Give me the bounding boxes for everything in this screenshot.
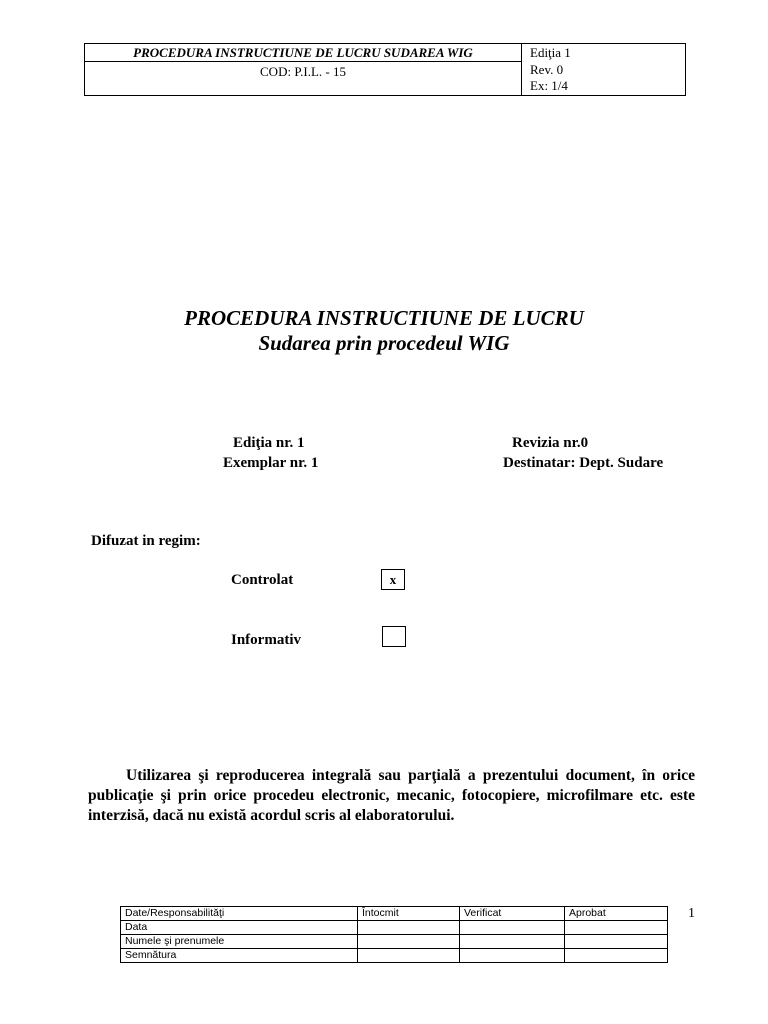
informative-checkbox[interactable] — [382, 626, 406, 647]
header-edition: Ediţia 1 — [530, 45, 571, 60]
copy-number: Exemplar nr. 1 — [223, 455, 319, 471]
informative-label: Informativ — [231, 632, 301, 648]
table-cell[interactable] — [358, 921, 460, 935]
table-cell[interactable] — [565, 935, 668, 949]
table-cell[interactable] — [460, 921, 565, 935]
table-row — [121, 921, 668, 935]
table-cell[interactable] — [460, 949, 565, 963]
header-cell: Întocmit — [358, 907, 460, 921]
header-revision: Rev. 0 — [530, 61, 564, 77]
table-cell[interactable] — [565, 921, 668, 935]
controlled-checkbox[interactable]: x — [381, 569, 405, 590]
header-left-cell — [85, 44, 522, 95]
table-header-row — [121, 907, 668, 921]
copyright-text: Utilizarea şi reproducerea integrală sau parţială a prezentului document, în orice publicaţie şi prin orice procedeu electronic, mecanic, fotocopiere, microfilmare etc. este interzisă, dacă nu există acordul scris al elaboratorului. — [88, 767, 695, 824]
table-cell: Numele şi prenumele — [121, 935, 358, 949]
signature-table — [120, 906, 668, 963]
document-subtitle: Sudarea prin procedeul WIG — [258, 331, 510, 355]
table-cell[interactable] — [460, 935, 565, 949]
page-number: 1 — [688, 906, 695, 921]
table-cell: Data — [121, 921, 358, 935]
header-cell: Aprobat — [565, 907, 668, 921]
table-cell[interactable] — [358, 949, 460, 963]
distribution-label: Difuzat in regim: — [91, 533, 201, 549]
document-title: PROCEDURA INSTRUCTIUNE DE LUCRU — [184, 306, 584, 330]
revision-number: Revizia nr.0 — [512, 435, 589, 451]
table-cell: Semnătura — [121, 949, 358, 963]
header-code: COD: P.I.L. - 15 — [260, 64, 346, 79]
copyright-notice — [88, 766, 695, 826]
table-row — [121, 935, 668, 949]
table-cell[interactable] — [358, 935, 460, 949]
table-row — [121, 949, 668, 963]
header-copy: Ex: 1/4 — [530, 78, 568, 93]
recipient: Destinatar: Dept. Sudare — [503, 455, 664, 471]
controlled-label: Controlat — [231, 572, 294, 588]
document-header-table — [84, 43, 686, 96]
edition-number: Ediţia nr. 1 — [233, 435, 305, 451]
header-cell: Date/Responsabilităţi — [121, 907, 358, 921]
header-title: PROCEDURA INSTRUCTIUNE DE LUCRU SUDAREA WIG — [85, 44, 521, 62]
table-cell[interactable] — [565, 949, 668, 963]
header-cell: Verificat — [460, 907, 565, 921]
header-right-cell — [530, 45, 571, 95]
